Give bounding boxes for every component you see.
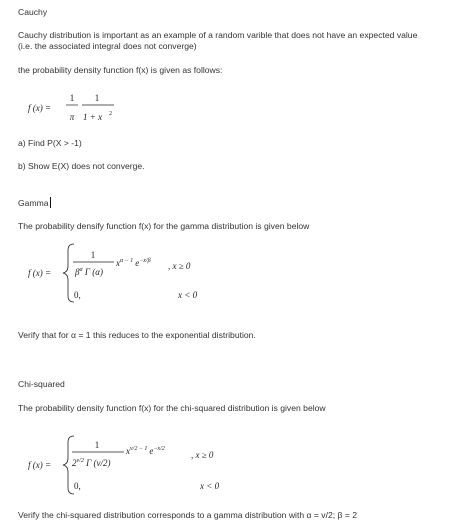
text-cursor <box>50 197 52 208</box>
gamma-x-exp: α − 1 <box>120 258 134 264</box>
gamma-formula-den <box>74 267 103 277</box>
chi-verify: Verify the chi-squared distribution corresponds to a gamma distribution with α = v/2; β = 2 <box>18 510 358 520</box>
chi-den-gamma: Γ (v/2) <box>83 458 111 468</box>
chi-den-two: 2 <box>72 458 77 468</box>
chi-formula-den <box>72 458 110 468</box>
gamma-pdf-intro: The probability densify function f(x) for the gamma distribution is given below <box>18 221 310 231</box>
cauchy-part-b: b) Show E(X) does not converge. <box>18 161 145 171</box>
chi-condition-1: , x ≥ 0 <box>191 450 214 460</box>
gamma-den-beta-exp: α <box>79 267 83 273</box>
cauchy-formula-num2: 1 <box>94 93 100 103</box>
chi-formula-kernel <box>125 446 165 456</box>
gamma-condition-2: x < 0 <box>178 290 198 300</box>
cauchy-intro-line-1: Cauchy distribution is important as an example of a random varible that does not have an expected value <box>18 30 418 40</box>
cauchy-formula-exp: 2 <box>109 111 112 117</box>
gamma-e: e <box>135 258 140 268</box>
cauchy-formula-num1: 1 <box>69 93 75 103</box>
cauchy-formula-lhs: f (x) = <box>28 103 52 113</box>
gamma-den-gamma: Γ (α) <box>82 267 103 277</box>
cauchy-heading: Cauchy <box>18 7 48 17</box>
chi-pdf-intro: The probability density function f(x) for the chi-squared distribution is given below <box>18 403 326 413</box>
chi-formula <box>28 432 228 498</box>
chi-x: x <box>126 446 130 456</box>
chi-formula-num: 1 <box>94 440 100 450</box>
gamma-verify: Verify that for α = 1 this reduces to the exponential distribution. <box>18 330 256 340</box>
chi-heading: Chi-squared <box>18 379 65 389</box>
gamma-formula-lhs: f (x) = <box>28 268 52 278</box>
gamma-case-2: 0, <box>74 290 81 300</box>
gamma-formula-num: 1 <box>90 250 96 260</box>
cauchy-pdf-intro: the probability density function f(x) is given as follows: <box>18 65 223 75</box>
cauchy-intro-line-2: (i.e. the associated integral does not converge) <box>18 41 197 51</box>
cauchy-part-a: a) Find P(X > -1) <box>18 138 82 148</box>
gamma-formula-kernel <box>115 258 151 268</box>
chi-e: e <box>149 446 154 456</box>
gamma-formula <box>28 240 218 306</box>
chi-x-exp: v/2 − 1 <box>130 446 148 452</box>
gamma-e-exp: −x/β <box>139 258 151 264</box>
gamma-x: x <box>116 258 120 268</box>
chi-e-exp: −x/2 <box>153 446 165 452</box>
gamma-heading-text: Gamma <box>18 198 49 208</box>
gamma-left-brace <box>63 244 74 302</box>
cauchy-formula-den2: 1 + x <box>83 112 103 122</box>
cauchy-formula-den1: π <box>69 112 75 122</box>
chi-den-two-exp: v/2 <box>76 458 84 464</box>
chi-case-2: 0, <box>74 481 81 491</box>
gamma-den-beta: β <box>75 267 80 277</box>
chi-condition-2: x < 0 <box>200 481 220 491</box>
gamma-heading <box>18 197 51 209</box>
cauchy-formula <box>28 88 148 128</box>
gamma-condition-1: , x ≥ 0 <box>168 261 191 271</box>
chi-formula-lhs: f (x) = <box>28 460 52 470</box>
